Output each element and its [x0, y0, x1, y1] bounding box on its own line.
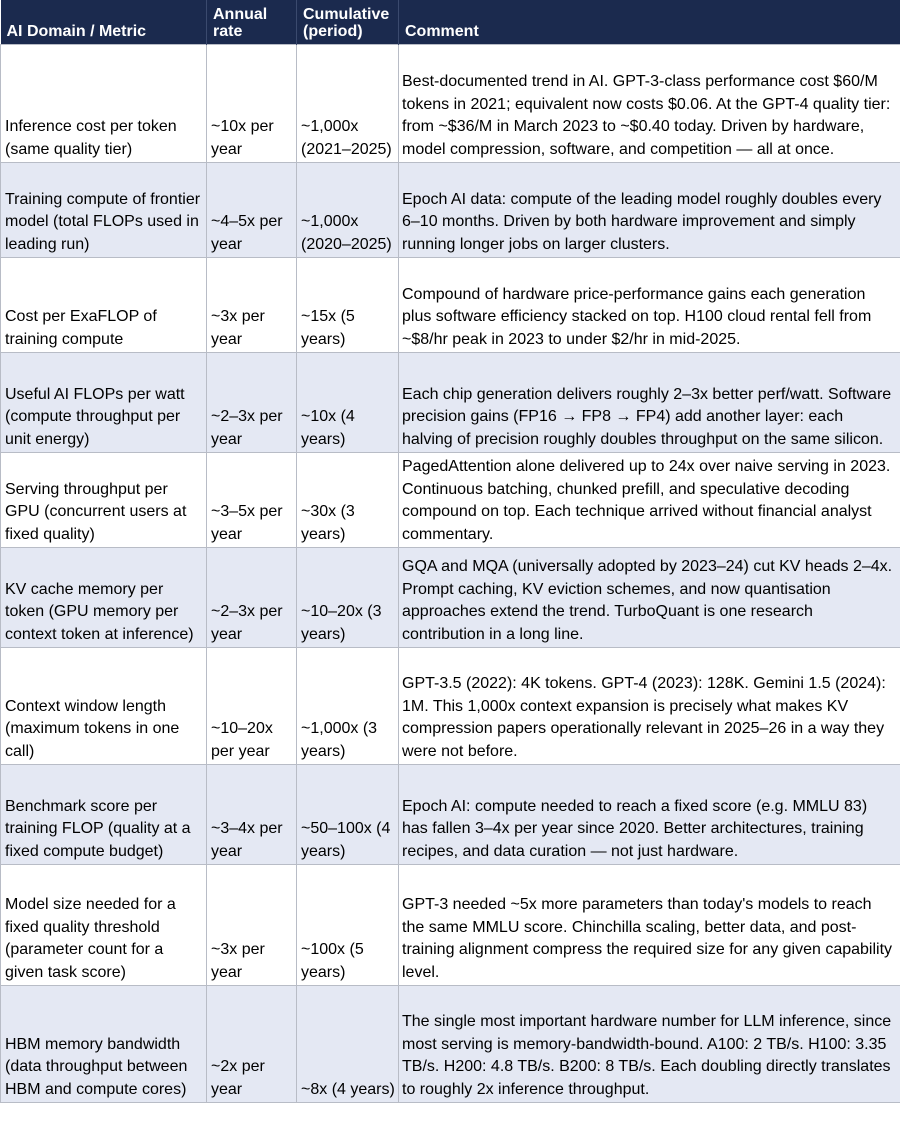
comment-cell: Compound of hardware price-performance gains each generation plus software efficiency stacked on top. H100 cloud rental fell from ~$8/hr peak in 2023 to under $2/hr in mid-2025.: [399, 258, 900, 353]
metric-cell: Serving throughput per GPU (concurrent users at fixed quality): [1, 453, 207, 548]
cumulative-cell: ~15x (5 years): [297, 258, 399, 353]
cumulative-cell: ~10–20x (3 years): [297, 548, 399, 648]
table-row: [1, 163, 900, 258]
metric-cell: Benchmark score per training FLOP (quality at a fixed compute budget): [1, 765, 207, 865]
annual-rate-cell: ~3–4x per year: [207, 765, 297, 865]
comment-cell: Each chip generation delivers roughly 2–3x better perf/watt. Software precision gains (FP16 → FP8 → FP4) add another layer: each halving of precision roughly doubles throughput on the same silicon.: [399, 353, 900, 453]
table-row: [1, 353, 900, 453]
table-row: [1, 548, 900, 648]
header-annual-rate: Annual rate: [207, 0, 297, 45]
header-metric: AI Domain / Metric: [1, 0, 207, 45]
annual-rate-cell: ~2–3x per year: [207, 353, 297, 453]
header-comment: Comment: [399, 0, 900, 45]
cumulative-cell: ~10x (4 years): [297, 353, 399, 453]
cumulative-cell: ~30x (3 years): [297, 453, 399, 548]
metric-cell: Training compute of frontier model (total FLOPs used in leading run): [1, 163, 207, 258]
metric-cell: Cost per ExaFLOP of training compute: [1, 258, 207, 353]
table-row: [1, 765, 900, 865]
metric-cell: HBM memory bandwidth (data throughput between HBM and compute cores): [1, 986, 207, 1103]
metric-cell: Inference cost per token (same quality tier): [1, 45, 207, 163]
metric-cell: Model size needed for a fixed quality threshold (parameter count for a given task score): [1, 865, 207, 986]
comment-cell: GPT-3.5 (2022): 4K tokens. GPT-4 (2023): 128K. Gemini 1.5 (2024): 1M. This 1,000x context expansion is precisely what makes KV compression papers operationally relevant in 2025–26 in a way they were not before.: [399, 648, 900, 765]
comment-cell: Epoch AI data: compute of the leading model roughly doubles every 6–10 months. Driven by both hardware improvement and simply running longer jobs on larger clusters.: [399, 163, 900, 258]
table-header-row: [1, 0, 900, 45]
comment-cell: GPT-3 needed ~5x more parameters than today's models to reach the same MMLU score. Chinchilla scaling, better data, and post-training alignment compress the required size for any given capability level.: [399, 865, 900, 986]
table-row: [1, 865, 900, 986]
cumulative-cell: ~1,000x (2020–2025): [297, 163, 399, 258]
annual-rate-cell: ~10–20x per year: [207, 648, 297, 765]
cumulative-cell: ~100x (5 years): [297, 865, 399, 986]
table-row: [1, 45, 900, 163]
cumulative-cell: ~8x (4 years): [297, 986, 399, 1103]
comment-cell: PagedAttention alone delivered up to 24x over naive serving in 2023. Continuous batching, chunked prefill, and speculative decoding compound on top. Each technique arrived without financial analyst commentary.: [399, 453, 900, 548]
annual-rate-cell: ~4–5x per year: [207, 163, 297, 258]
cumulative-cell: ~50–100x (4 years): [297, 765, 399, 865]
table-row: [1, 258, 900, 353]
header-cumulative: Cumulative (period): [297, 0, 399, 45]
table-row: [1, 648, 900, 765]
annual-rate-cell: ~3x per year: [207, 258, 297, 353]
annual-rate-cell: ~10x per year: [207, 45, 297, 163]
comment-cell: Epoch AI: compute needed to reach a fixed score (e.g. MMLU 83) has fallen 3–4x per year since 2020. Better architectures, training recipes, and data curation — not just hardware.: [399, 765, 900, 865]
cumulative-cell: ~1,000x (3 years): [297, 648, 399, 765]
annual-rate-cell: ~3–5x per year: [207, 453, 297, 548]
table-row: [1, 453, 900, 548]
comment-cell: GQA and MQA (universally adopted by 2023–24) cut KV heads 2–4x. Prompt caching, KV eviction schemes, and now quantisation approaches extend the trend. TurboQuant is one research contribution in a long line.: [399, 548, 900, 648]
cumulative-cell: ~1,000x (2021–2025): [297, 45, 399, 163]
annual-rate-cell: ~2x per year: [207, 986, 297, 1103]
annual-rate-cell: ~3x per year: [207, 865, 297, 986]
comment-cell: The single most important hardware number for LLM inference, since most serving is memory-bandwidth-bound. A100: 2 TB/s. H100: 3.35 TB/s. H200: 4.8 TB/s. B200: 8 TB/s. Each doubling directly translates to roughly 2x inference throughput.: [399, 986, 900, 1103]
comment-cell[interactable]: Best-documented trend in AI. GPT-3-class performance cost $60/M tokens in 2021; equivalent now costs $0.06. At the GPT-4 quality tier: from ~$36/M in March 2023 to ~$0.40 today. Driven by hardware, model compression, software, and competition — all at once.: [399, 45, 900, 163]
annual-rate-cell: ~2–3x per year: [207, 548, 297, 648]
table-row: [1, 986, 900, 1103]
metric-cell: Useful AI FLOPs per watt (compute throughput per unit energy): [1, 353, 207, 453]
metric-cell: KV cache memory per token (GPU memory per context token at inference): [1, 548, 207, 648]
metric-cell: Context window length (maximum tokens in one call): [1, 648, 207, 765]
